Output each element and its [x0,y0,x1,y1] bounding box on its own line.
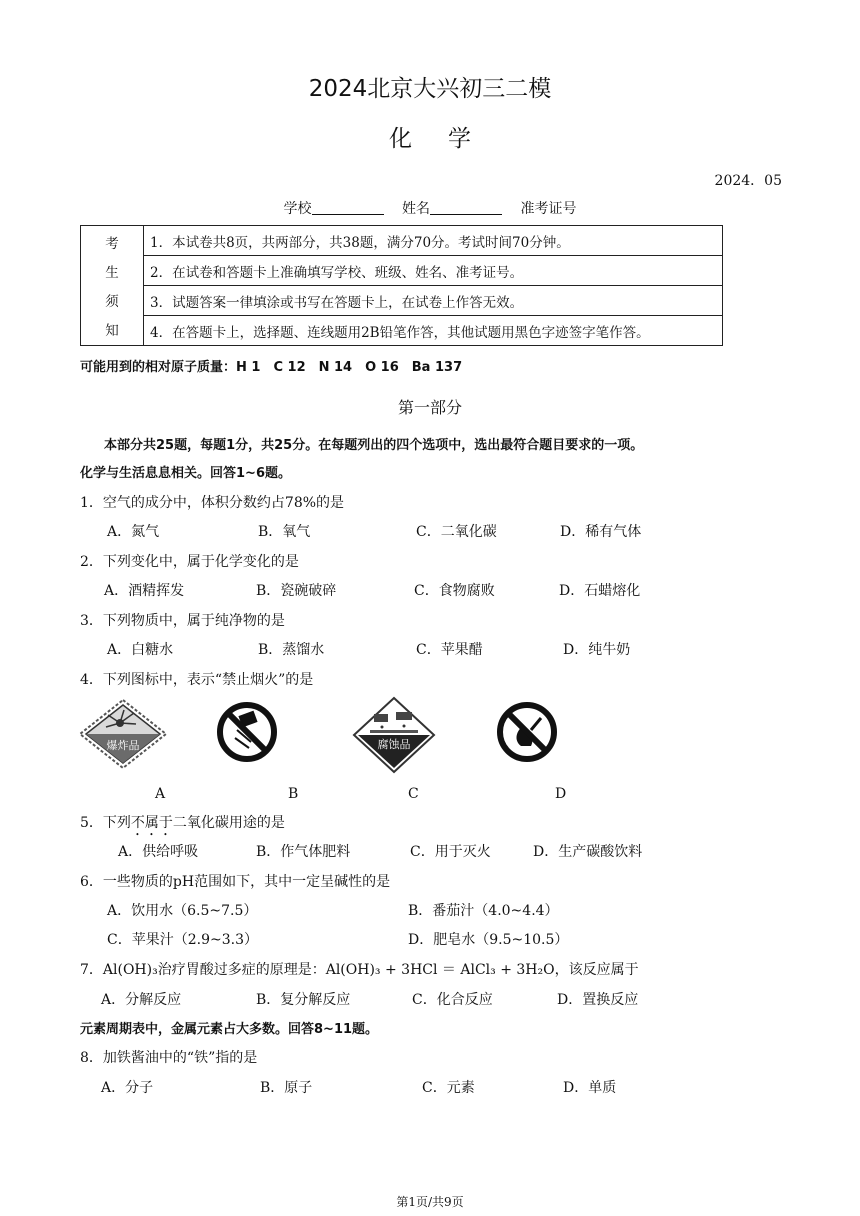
notice-label-char: 知 [105,323,119,339]
prohibition-sign-icon [215,700,279,764]
q7-option-d: D．置换反应 [557,992,639,1008]
q3-option-a: A．白糖水 [107,642,174,658]
notice-item: 4．在答题卡上，选择题、连线题用2B铅笔作答，其他试题用黑色字迹签字笔作答。 [144,316,723,346]
q5-option-b: B．作气体肥料 [256,844,351,860]
q6-option-d: D．肥皂水（9.5~10.5） [408,932,569,948]
page-footer: 第1页/共9页 [396,1195,464,1209]
explosive-sign-text: 爆炸品 [106,739,140,752]
q3-option-b: B．蒸馏水 [258,642,325,658]
sign-label-c: C [408,786,419,802]
sign-label-b: B [288,786,299,802]
question-3-stem: 3．下列物质中，属于纯净物的是 [80,613,285,629]
school-blank [312,200,384,215]
q7-option-c: C．化合反应 [412,992,493,1008]
explosive-sign-icon [78,698,168,770]
corrosive-sign-text: 腐蚀品 [377,738,411,751]
q3-option-d: D．纯牛奶 [563,642,631,658]
q8-option-d: D．单质 [563,1080,617,1096]
q6-option-c: C．苹果汁（2.9~3.3） [107,932,258,948]
notice-table [80,225,723,346]
no-fire-sign-icon [495,700,559,764]
q7-option-b: B．复分解反应 [256,992,351,1008]
notice-label-cell [81,226,144,346]
question-2-stem: 2．下列变化中，属于化学变化的是 [80,554,299,570]
notice-label-char: 须 [105,294,119,310]
part-one-title: 第一部分 [397,398,462,417]
q8-option-c: C．元素 [422,1080,475,1096]
question-8-stem: 8．加铁酱油中的“铁”指的是 [80,1050,258,1066]
atomic-mass-line: 可能用到的相对原子质量：H 1 C 12 N 14 O 16 Ba 137 [80,360,463,375]
q8-option-a: A．分子 [101,1080,154,1096]
q5-option-a: A．供给呼吸 [118,844,199,860]
q6-option-b: B．番茄汁（4.0~4.4） [408,903,559,919]
q5-emphasis: 不属于 [130,815,173,831]
corrosive-sign-icon [352,696,436,774]
page-title: 2024北京大兴初三二模 [308,76,552,102]
group-intro-2: 元素周期表中，金属元素占大多数。回答8~11题。 [80,1022,379,1037]
question-1-stem: 1．空气的成分中，体积分数约占78%的是 [80,495,345,511]
notice-label-char: 生 [105,265,119,281]
q1-option-a: A．氮气 [107,524,160,540]
q5-stem-prefix: 5．下列 [80,815,131,831]
question-7-stem: 7．Al(OH)₃治疗胃酸过多症的原理是：Al(OH)₃ + 3HCl ＝ AlCl₃ + 3H₂O，该反应属于 [80,962,639,978]
notice-item: 1．本试卷共8页，共两部分，共38题，满分70分。考试时间70分钟。 [144,226,723,256]
q1-option-c: C．二氧化碳 [416,524,497,540]
sign-label-d: D [555,786,567,802]
q5-option-d: D．生产碳酸饮料 [533,844,643,860]
notice-label-char: 考 [105,236,119,252]
notice-item: 2．在试卷和答题卡上准确填写学校、班级、姓名、准考证号。 [144,256,723,286]
q5-stem-suffix: 二氧化碳用途的是 [172,815,285,831]
question-4-stem: 4．下列图标中，表示“禁止烟火”的是 [80,672,314,688]
q7-option-a: A．分解反应 [101,992,182,1008]
q2-option-d: D．石蜡熔化 [559,583,641,599]
q6-option-a: A．饮用水（6.5~7.5） [107,903,258,919]
subject-title: 化学 [389,126,507,152]
q2-option-c: C．食物腐败 [414,583,495,599]
q5-option-c: C．用于灭火 [410,844,491,860]
notice-item: 3．试题答案一律填涂或书写在答题卡上，在试卷上作答无效。 [144,286,723,316]
group-intro-1: 化学与生活息息相关。回答1~6题。 [80,466,291,481]
name-field-label: 姓名 [402,201,430,217]
sign-label-a: A [155,786,166,802]
q8-option-b: B．原子 [260,1080,313,1096]
school-field-label: 学校 [283,201,312,217]
q3-option-c: C．苹果醋 [416,642,483,658]
name-blank [430,200,502,215]
exam-date: 2024．05 [714,173,782,189]
q2-option-b: B．瓷碗破碎 [256,583,337,599]
part-one-intro: 本部分共25题，每题1分，共25分。在每题列出的四个选项中，选出最符合题目要求的一项。 [104,438,644,453]
student-info-fields [0,198,860,218]
q1-option-d: D．稀有气体 [560,524,642,540]
question-5-stem [80,812,285,839]
question-6-stem: 6．一些物质的pH范围如下，其中一定呈碱性的是 [80,874,391,890]
q2-option-a: A．酒精挥发 [104,583,185,599]
exam-id-field-label: 准考证号 [520,201,577,217]
q1-option-b: B．氧气 [258,524,311,540]
